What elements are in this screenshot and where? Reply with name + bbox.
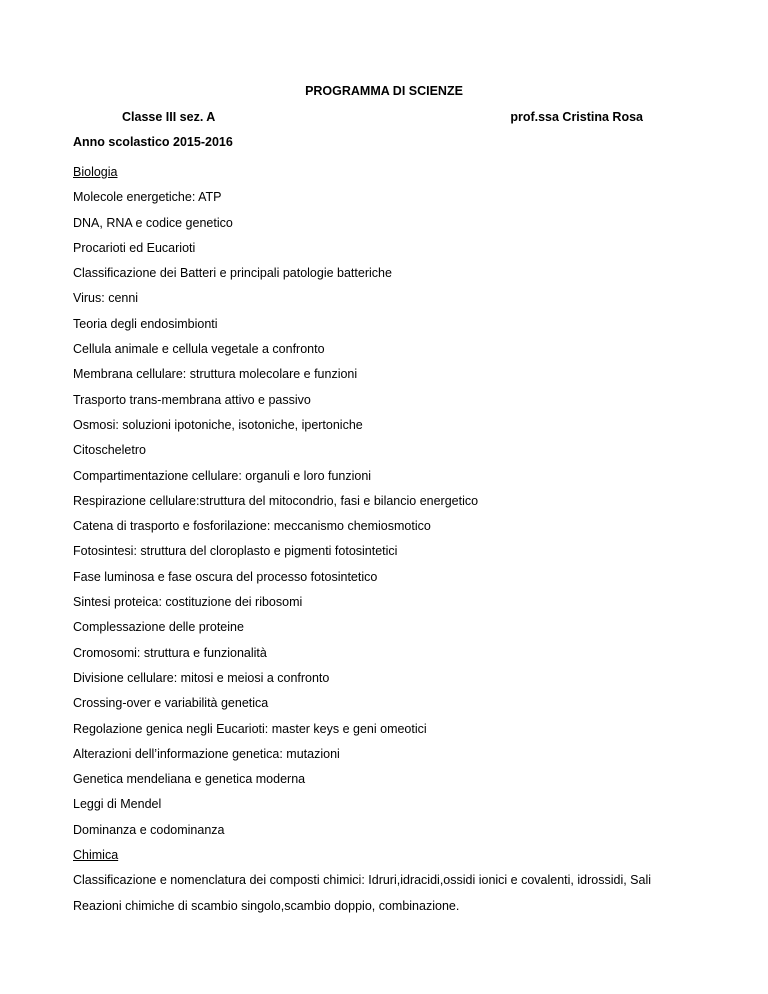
section-heading-chimica: Chimica [73, 848, 119, 863]
list-item: Compartimentazione cellulare: organuli e loro funzioni [73, 468, 372, 483]
list-item: Complessazione delle proteine [73, 620, 244, 635]
teacher-name: prof.ssa Cristina Rosa [510, 110, 643, 124]
list-item: Molecole energetiche: ATP [73, 190, 222, 205]
list-item: Divisione cellulare: mitosi e meiosi a confronto [73, 670, 330, 685]
list-item: Leggi di Mendel [73, 797, 162, 812]
list-item: Procarioti ed Eucarioti [73, 240, 196, 255]
list-item: Osmosi: soluzioni ipotoniche, isotoniche, ipertoniche [73, 417, 363, 432]
list-item: Genetica mendeliana e genetica moderna [73, 772, 306, 787]
school-year: Anno scolastico 2015-2016 [73, 135, 233, 149]
list-item: Cellula animale e cellula vegetale a confronto [73, 342, 325, 357]
list-item: Regolazione genica negli Eucarioti: master keys e geni omeotici [73, 721, 427, 736]
list-item: DNA, RNA e codice genetico [73, 215, 233, 230]
list-item: Fotosintesi: struttura del cloroplasto e pigmenti fotosintetici [73, 544, 398, 559]
list-item: Catena di trasporto e fosforilazione: meccanismo chemiosmotico [73, 519, 431, 534]
class-label: Classe III sez. A [122, 110, 216, 124]
list-item: Reazioni chimiche di scambio singolo,scambio doppio, combinazione. [73, 898, 460, 913]
list-item: Fase luminosa e fase oscura del processo fotosintetico [73, 569, 378, 584]
list-item: Trasporto trans-membrana attivo e passivo [73, 392, 311, 407]
list-item: Virus: cenni [73, 291, 139, 306]
list-item: Classificazione dei Batteri e principali patologie batteriche [73, 266, 392, 281]
list-item: Alterazioni dell’informazione genetica: mutazioni [73, 746, 340, 761]
program-content [73, 160, 723, 919]
list-item: Respirazione cellulare:struttura del mitocondrio, fasi e bilancio energetico [73, 493, 479, 508]
list-item: Crossing-over e variabilità genetica [73, 696, 269, 711]
list-item: Membrana cellulare: struttura molecolare e funzioni [73, 367, 358, 382]
list-item: Teoria degli endosimbionti [73, 316, 218, 331]
list-item: Classificazione e nomenclatura dei composti chimici: Idruri,idracidi,ossidi ionici e covalenti, idrossidi, Sali [73, 873, 652, 888]
section-heading-biologia: Biologia [73, 165, 118, 179]
list-item: Citoscheletro [73, 443, 146, 458]
document-title: PROGRAMMA DI SCIENZE [305, 84, 463, 98]
list-item: Cromosomi: struttura e funzionalità [73, 645, 267, 660]
list-item: Sintesi proteica: costituzione dei ribosomi [73, 595, 303, 610]
list-item: Dominanza e codominanza [73, 822, 225, 837]
